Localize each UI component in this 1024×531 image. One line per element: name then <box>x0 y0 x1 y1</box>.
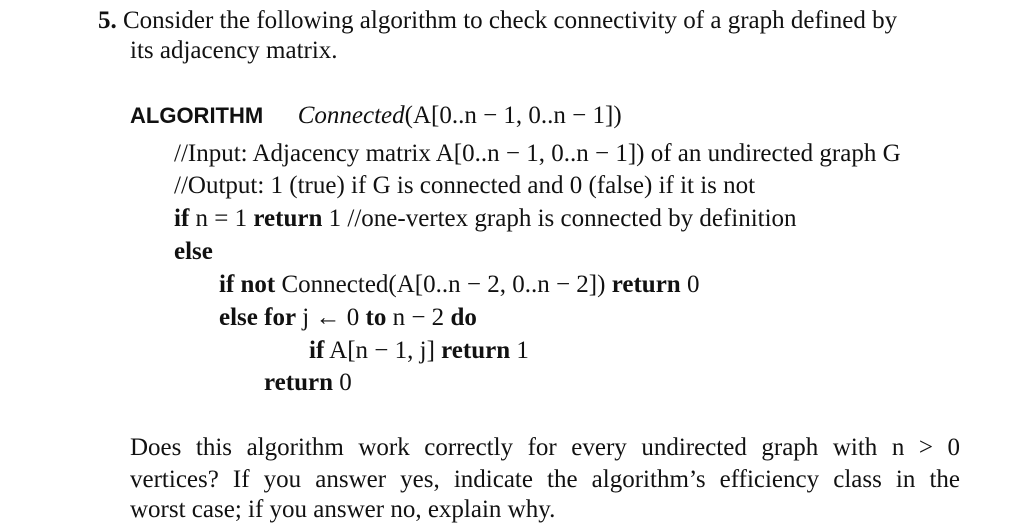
question-line-2 <box>130 464 960 495</box>
problem-intro-line-1 <box>98 6 897 36</box>
if-keyword: if <box>174 205 190 232</box>
else-for-keyword: else for <box>219 304 297 331</box>
question-text-2: vertices? If you answer yes, indicate the algorithm’s efficiency class in the <box>130 466 960 493</box>
do-keyword: do <box>450 304 477 331</box>
return-keyword: return <box>253 205 323 232</box>
loop-bound: n − 2 <box>386 304 451 331</box>
base-case-line <box>174 204 797 234</box>
return-keyword: return <box>264 369 333 396</box>
input-comment: //Input: Adjacency matrix A[0..n − 1, 0..n − 1]) of an undirected graph G <box>174 140 901 167</box>
return-value: 0 <box>680 271 700 298</box>
inner-condition: A[n − 1, j] <box>324 337 442 364</box>
problem-intro-text-1: Consider the following algorithm to check connectivity of a graph defined by <box>123 7 898 34</box>
return-keyword: return <box>441 337 511 364</box>
question-text-3: worst case; if you answer no, explain why. <box>130 496 556 523</box>
question-line-3 <box>130 495 555 525</box>
question-line-1 <box>130 432 960 463</box>
inner-if-line <box>309 336 529 366</box>
base-condition: n = 1 <box>189 205 254 232</box>
problem-intro-text-2: its adjacency matrix. <box>130 37 338 64</box>
problem-intro-line-2 <box>130 36 338 66</box>
output-comment: //Output: 1 (true) if G is connected and 0 (false) if it is not <box>174 172 756 199</box>
final-return-line <box>264 368 352 398</box>
recursive-check-line <box>219 270 699 300</box>
return-value: 1 <box>510 337 529 364</box>
input-comment-line <box>174 139 901 169</box>
else-line <box>174 237 213 267</box>
return-keyword: return <box>611 271 681 298</box>
if-not-keyword: if not <box>219 271 276 298</box>
question-text-1: Does this algorithm work correctly for every undirected graph with n > 0 <box>130 434 960 461</box>
algorithm-signature: (A[0..n − 1, 0..n − 1]) <box>404 102 622 129</box>
return-value: 1 <box>322 205 348 232</box>
to-keyword: to <box>365 304 387 331</box>
recursive-call: Connected(A[0..n − 2, 0..n − 2]) <box>275 271 612 298</box>
for-loop-line <box>219 303 477 333</box>
loop-init: j ← 0 <box>296 304 366 331</box>
base-case-comment: //one-vertex graph is connected by definition <box>347 205 797 232</box>
problem-number: 5. <box>98 7 117 34</box>
algorithm-name: Connected <box>297 102 405 129</box>
algorithm-header <box>130 101 622 131</box>
else-keyword: else <box>174 238 213 265</box>
return-value: 0 <box>332 369 352 396</box>
output-comment-line <box>174 171 755 201</box>
algorithm-keyword: ALGORITHM <box>130 103 264 128</box>
if-keyword: if <box>309 337 325 364</box>
